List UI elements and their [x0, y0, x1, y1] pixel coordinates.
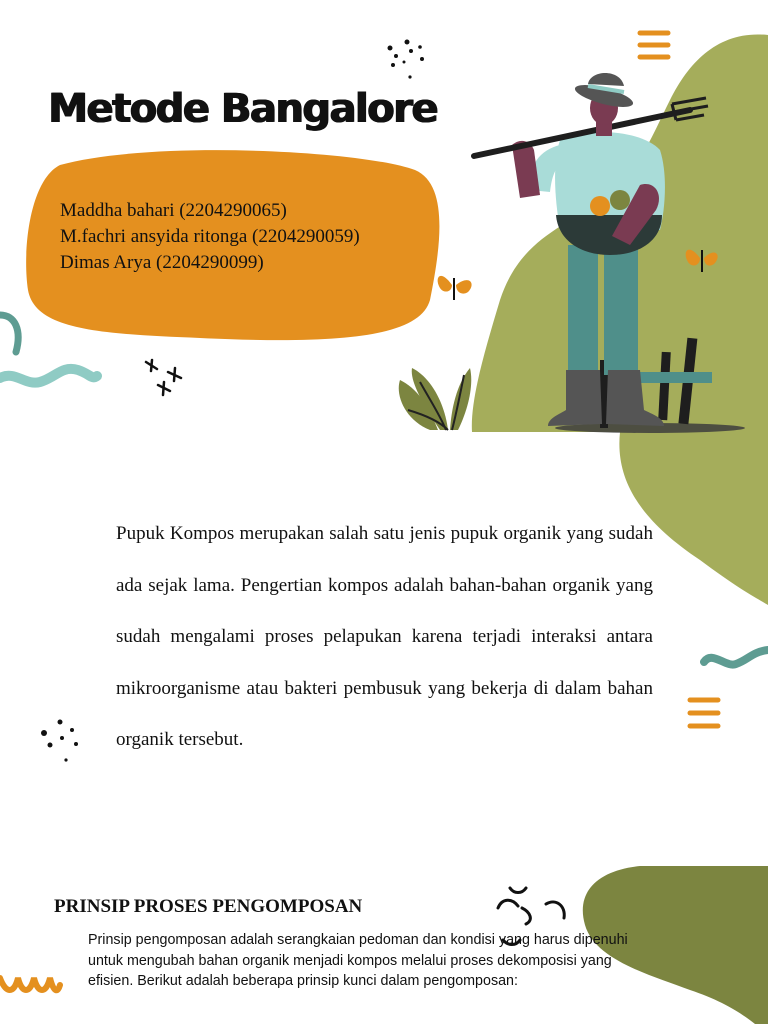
orange-zigzag-bottom	[0, 978, 60, 990]
orange-stripes-mid	[690, 700, 718, 726]
author-line-1: Maddha bahari (2204290065)	[60, 200, 287, 221]
teal-wave-right	[704, 650, 768, 665]
teal-hook-left	[0, 315, 18, 352]
dots-top	[388, 40, 425, 79]
author-line-3: Dimas Arya (2204290099)	[60, 252, 264, 273]
intro-paragraph: Pupuk Kompos merupakan salah satu jenis pupuk organik yang sudah ada sejak lama. Pengertian kompos adalah bahan-bahan organik yang sudah mengalami proses pelapukan karena terjadi interaksi antara mikroorganisme atau bakteri pembusuk yang bekerja di dalam bahan organik tersebut.	[116, 523, 653, 750]
author-line-2: M.fachri ansyida ritonga (2204290059)	[60, 226, 360, 247]
sparkle-crosses	[146, 360, 181, 395]
dots-left	[41, 720, 78, 762]
author-list	[60, 198, 360, 276]
orange-stripes-top	[640, 33, 668, 57]
plant-leaves	[399, 368, 472, 430]
butterfly-left	[438, 276, 472, 300]
page-title: Metode Bangalore	[48, 86, 437, 132]
section-heading: PRINSIP PROSES PENGOMPOSAN	[54, 896, 363, 917]
light-teal-wave-left	[0, 369, 97, 383]
section-body-text: Prinsip pengomposan adalah serangkaian pedoman dan kondisi yang harus dipenuhi untuk mengubah bahan organik menjadi kompos melalui proses dekomposisi yang efisien. Berikut adalah beberapa prinsip kunci dalam pengomposan:	[88, 932, 628, 989]
